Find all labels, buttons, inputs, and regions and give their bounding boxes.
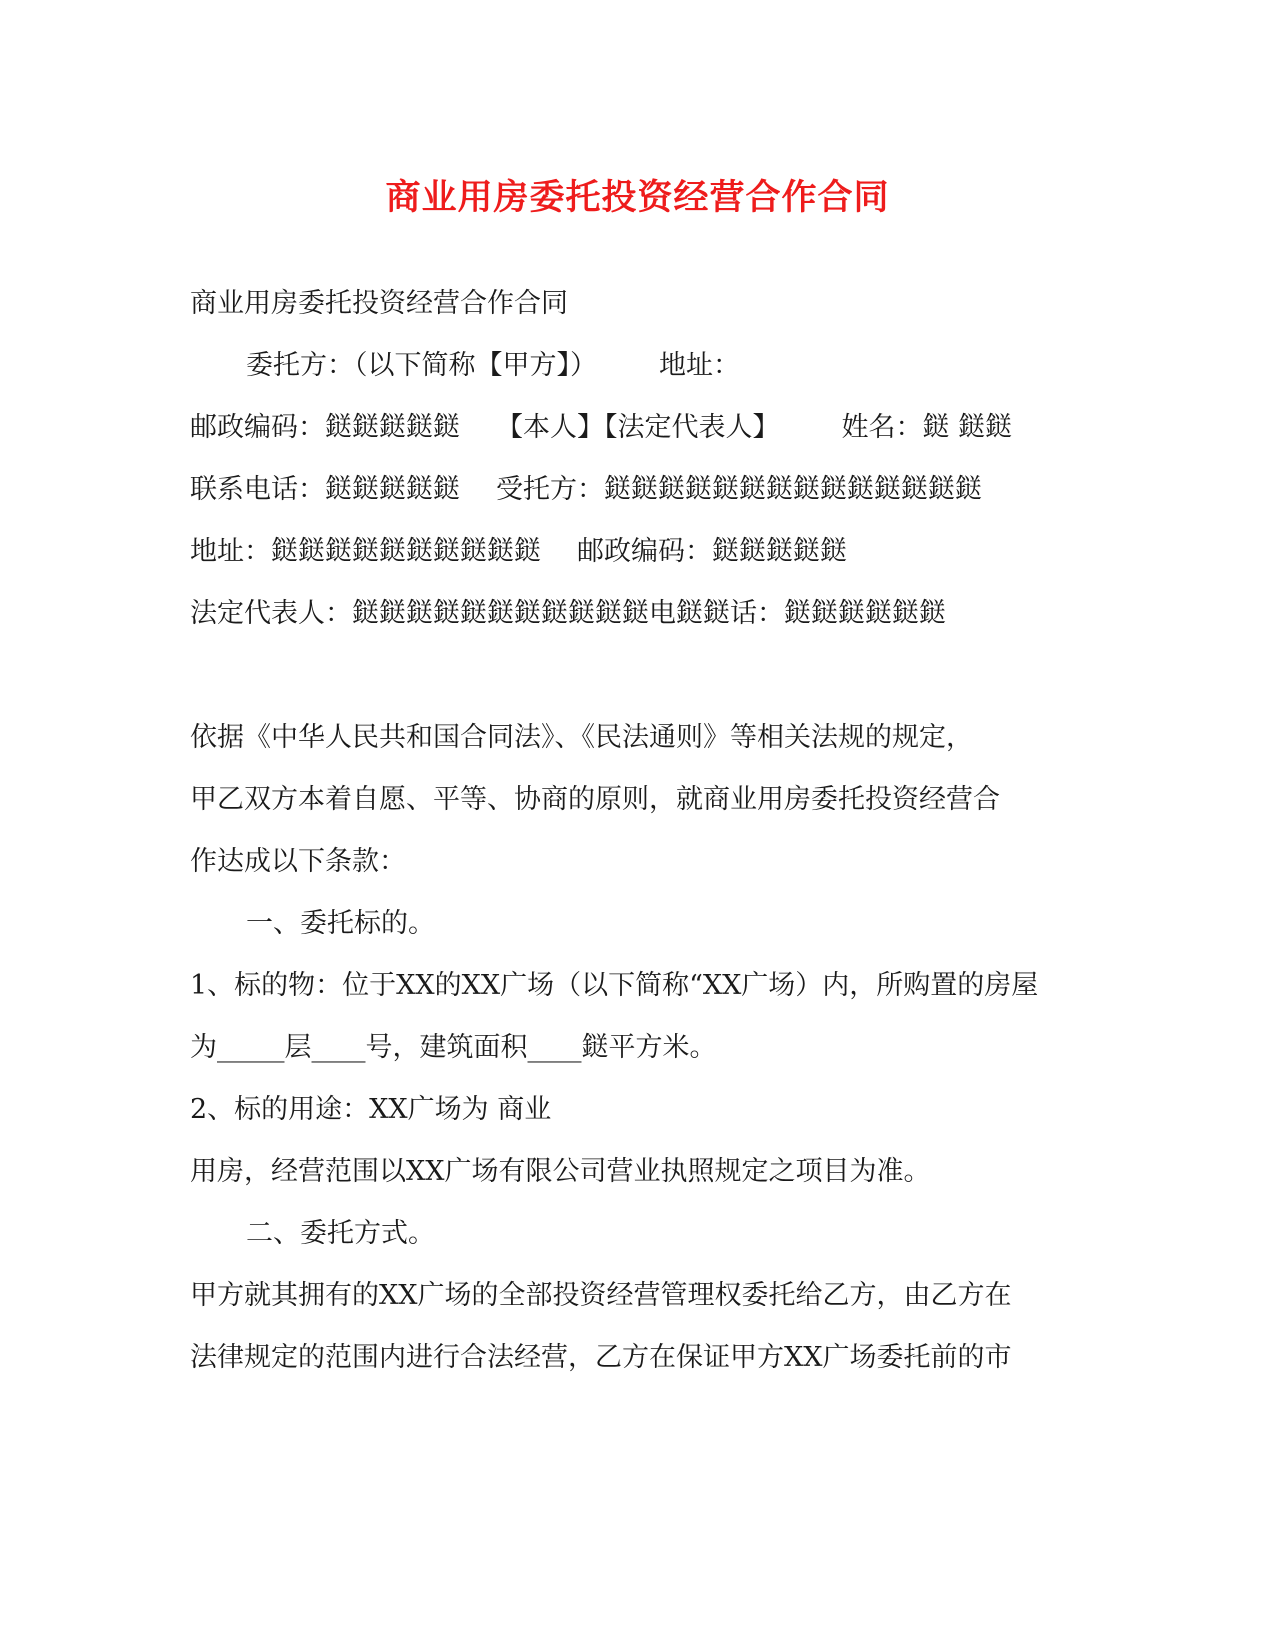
body-paragraph-line: 依据《中华人民共和国合同法》、《民法通则》等相关法规的规定， [190, 722, 973, 753]
representative-type: 【本人】【法定代表人】 [496, 412, 780, 443]
party-b-label: 受托方：鎹鎹鎹鎹鎹鎹鎹鎹鎹鎹鎹鎹鎹鎹 [496, 474, 982, 505]
party-b-postal-code: 邮政编码：鎹鎹鎹鎹鎹 [577, 536, 847, 567]
body-paragraph-line: 2、标的用途：XX广场为 商业 [190, 1094, 552, 1125]
party-a-phone: 联系电话：鎹鎹鎹鎹鎹 [190, 474, 460, 505]
party-a-address-label: 地址： [659, 350, 740, 381]
section-heading-1: 一、委托标的。 [246, 908, 435, 939]
section-heading-2: 二、委托方式。 [246, 1218, 435, 1249]
body-paragraph-line: 甲方就其拥有的XX广场的全部投资经营管理权委托给乙方，由乙方在 [190, 1280, 1012, 1311]
phone-line [190, 472, 982, 508]
party-a-postal-code: 邮政编码：鎹鎹鎹鎹鎹 [190, 412, 460, 443]
postal-code-line [190, 410, 1012, 446]
document-title: 商业用房委托投资经营合作合同 [385, 177, 890, 218]
body-paragraph-line: 用房，经营范围以XX广场有限公司营业执照规定之项目为准。 [190, 1156, 931, 1187]
contract-subtitle: 商业用房委托投资经营合作合同 [190, 288, 568, 319]
body-paragraph-line: 作达成以下条款： [190, 846, 406, 877]
party-a-label: 委托方：（以下简称【甲方】） [246, 350, 597, 381]
party-b-address: 地址：鎹鎹鎹鎹鎹鎹鎹鎹鎹鎹 [190, 536, 541, 567]
party-a-name: 姓名：鎹 鎹鎹 [841, 412, 1013, 443]
party-a-line [246, 348, 740, 384]
party-b-address-line [190, 534, 847, 570]
party-b-representative-line: 法定代表人：鎹鎹鎹鎹鎹鎹鎹鎹鎹鎹鎹电鎹鎹话：鎹鎹鎹鎹鎹鎹 [190, 598, 946, 629]
body-paragraph-line: 法律规定的范围内进行合法经营，乙方在保证甲方XX广场委托前的市 [190, 1342, 1012, 1373]
body-paragraph-line: 1、标的物：位于XX的XX广场（以下简称“XX广场）内，所购置的房屋 [190, 970, 1039, 1001]
body-paragraph-line: 甲乙双方本着自愿、平等、协商的原则，就商业用房委托投资经营合 [190, 784, 1000, 815]
body-paragraph-line: 为_____层____号，建筑面积____鎹平方米。 [190, 1032, 717, 1063]
